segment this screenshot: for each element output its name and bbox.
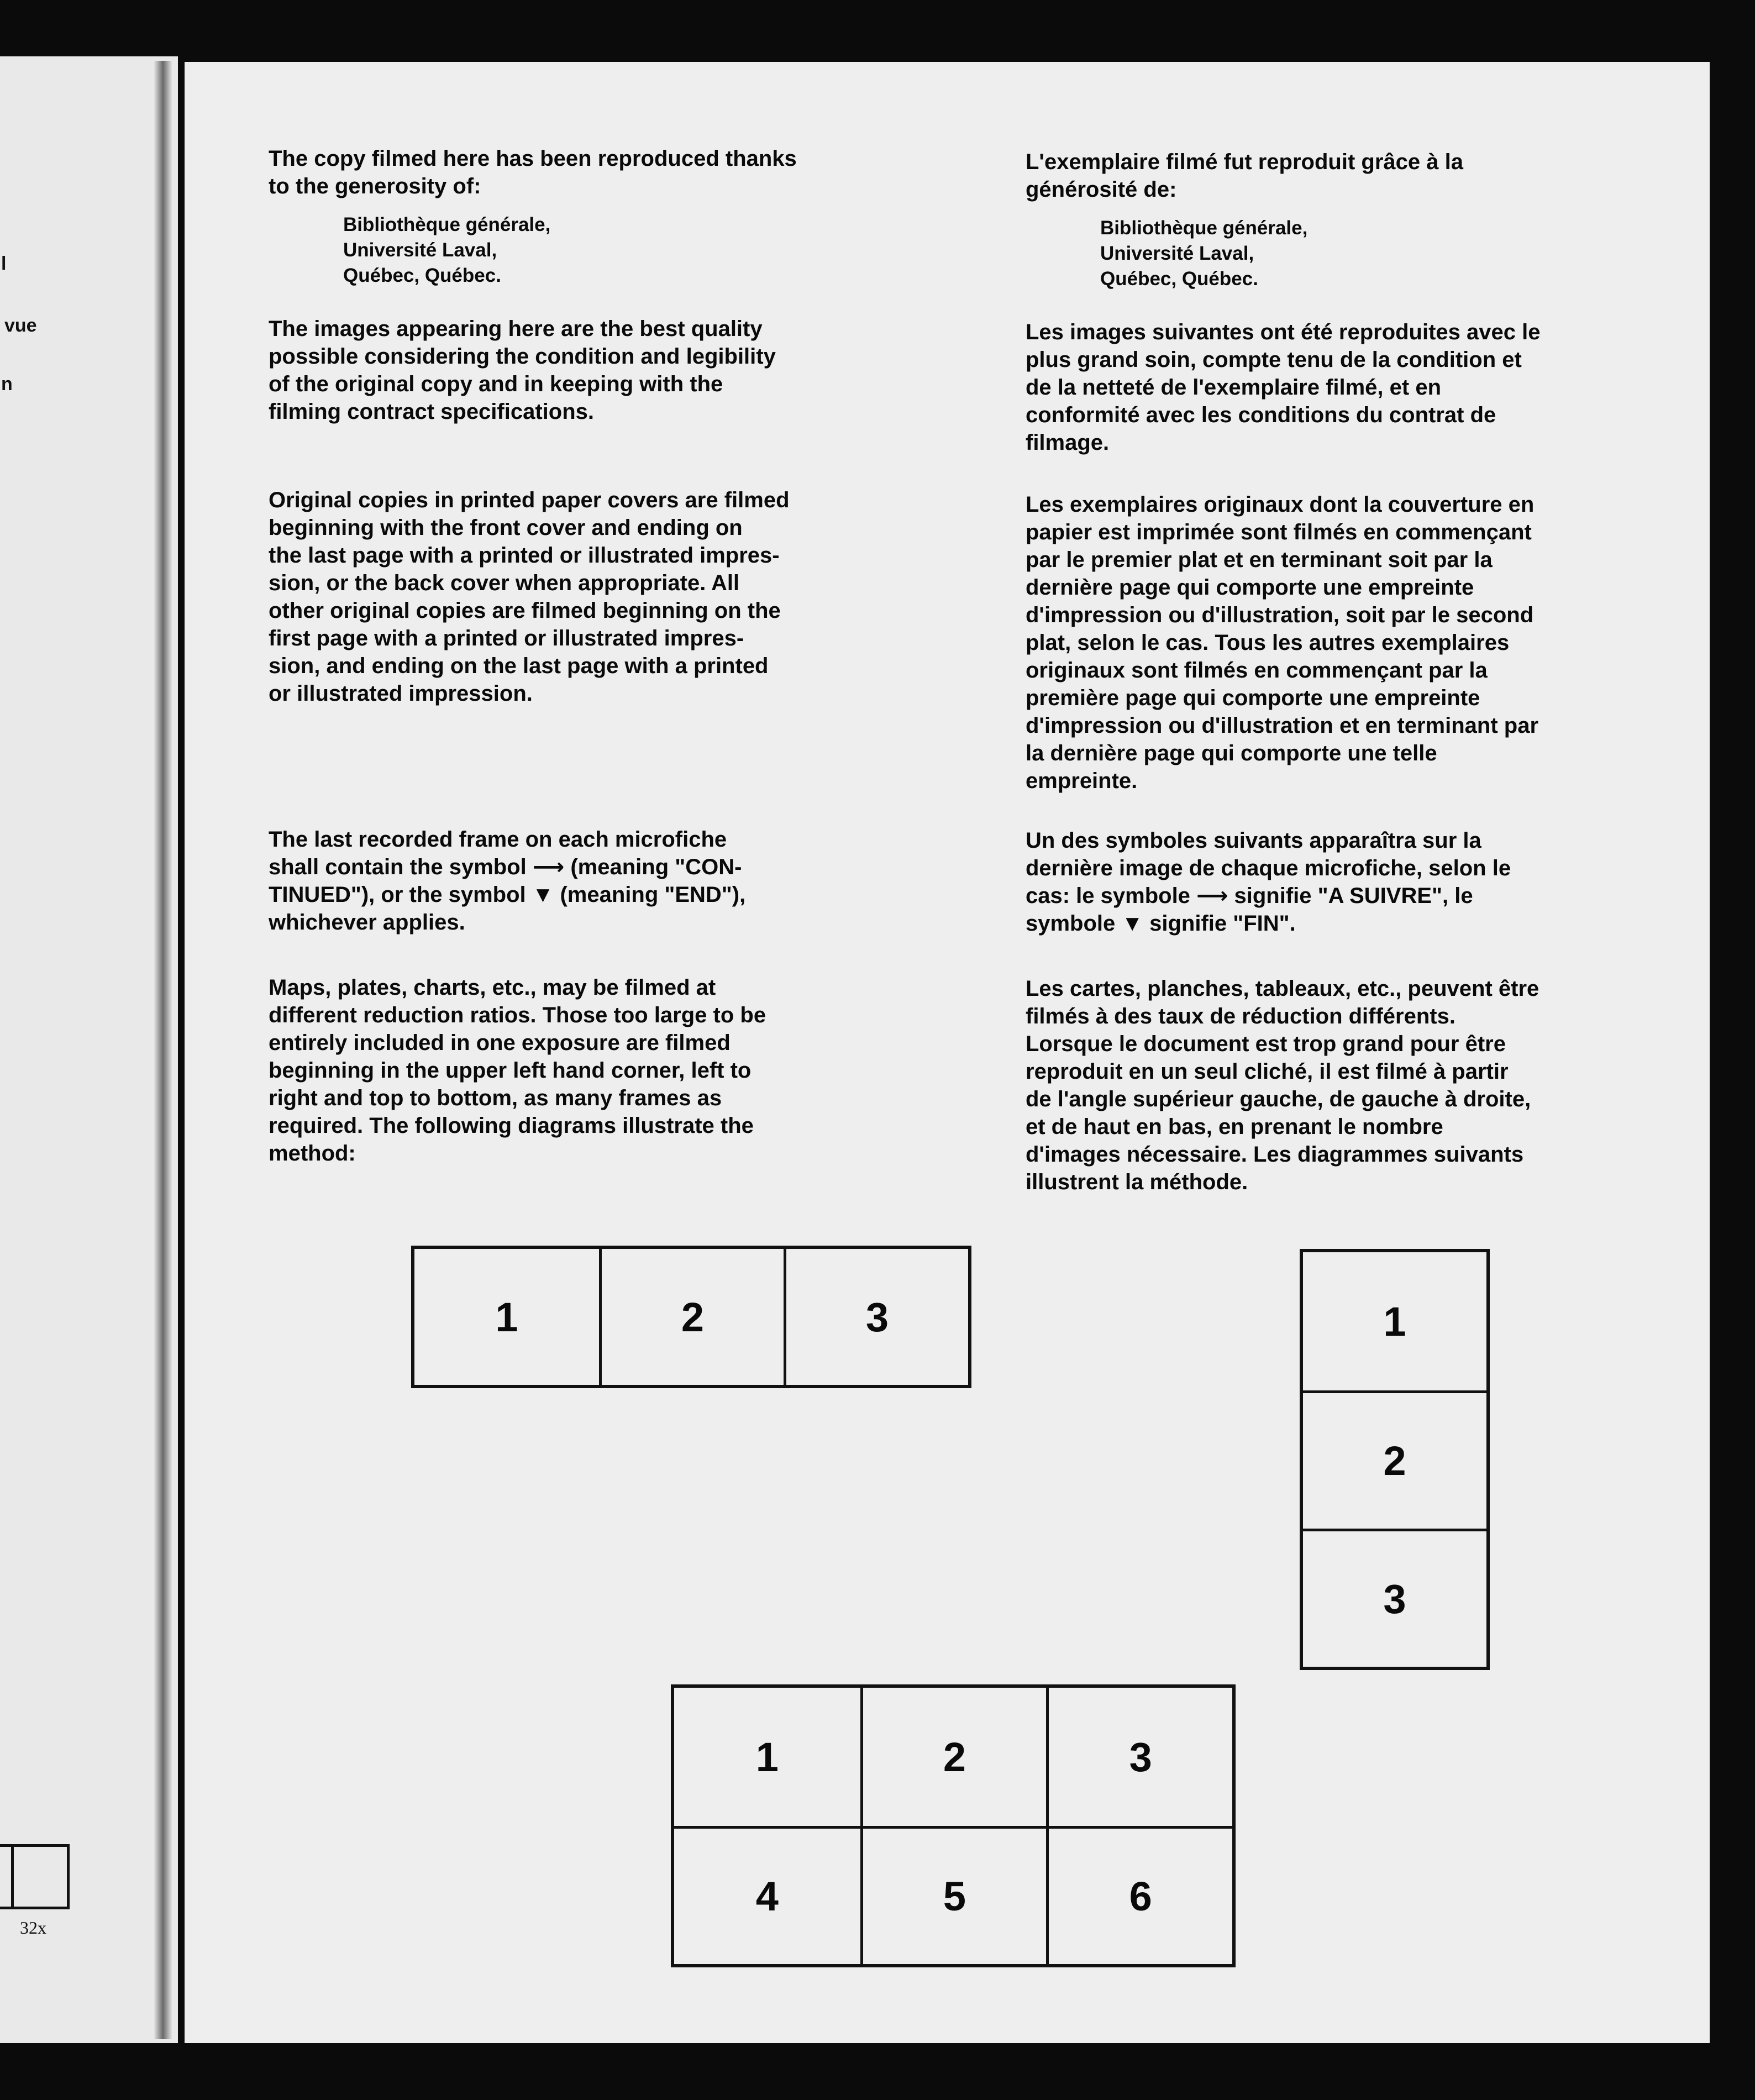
left-fragment-line-a: l [1, 253, 7, 274]
french-quality-paragraph: Les images suivantes ont été reproduites avec le plus grand soin, compte tenu de la condition et de la netteté de l'exemplaire filmé, et en conformité avec les conditions du contrat de filmage. [1026, 320, 1541, 455]
frame-cell: 5 [860, 1826, 1047, 1964]
english-covers-paragraph: Original copies in printed paper covers are filmed beginning with the front cover and ending on the last page with a printed or illustrated impres- sion, or the back cover when appropriate. All other original copies are filmed beginning on the first page with a printed or illustrated impres- sion, and ending on the last page with a printed or illustrated impression. [269, 488, 790, 706]
frame-cell: 3 [1046, 1688, 1232, 1826]
left-fragment-line-c: n [1, 374, 13, 395]
left-fragment-line-b: vue [4, 315, 37, 336]
french-symbols-paragraph: Un des symboles suivants apparaîtra sur la dernière image de chaque microfiche, selon le cas: le symbole ⟶ signifie "A SUIVRE", le symbole ▼ signifie "FIN". [1026, 828, 1511, 936]
frame-cell: 2 [860, 1688, 1047, 1826]
english-quality-paragraph: The images appearing here are the best quality possible considering the condition and legibility of the original copy and in keeping with the filming contract specifications. [269, 317, 776, 424]
frame-cell: 1 [755, 1734, 779, 1780]
left-page [0, 56, 178, 2043]
frame-cell: 2 [599, 1249, 784, 1385]
frame-cell: 4 [674, 1826, 860, 1964]
frame-cell: 2 [1303, 1390, 1486, 1529]
english-symbols-paragraph: The last recorded frame on each microfiche shall contain the symbol ⟶ (meaning "CON- TINUED"), or the symbol ▼ (meaning "END"), whichever applies. [269, 827, 746, 935]
left-fragment-diagram-box [0, 1844, 70, 1909]
page-gutter-shadow [154, 61, 172, 2039]
english-institution: Bibliothèque générale, Université Laval, Québec, Québec. [343, 214, 551, 286]
diagram-horizontal-frames [411, 1246, 971, 1388]
french-maps-paragraph: Les cartes, planches, tableaux, etc., peuvent être filmés à des taux de réduction différents. Lorsque le document est trop grand pour être reproduit en un seul cliché, il est filmé à partir de l'angle supérieur gauche, de gauche à droite, et de haut en bas, en prenant le nombre d'images nécessaire. Les diagrammes suivants illustrent la méthode. [1026, 977, 1539, 1194]
frame-cell: 6 [1046, 1826, 1232, 1964]
frame-cell: 1 [495, 1294, 518, 1340]
english-maps-paragraph: Maps, plates, charts, etc., may be filmed at different reduction ratios. Those too large to be entirely included in one exposure are filmed beginning in the upper left hand corner, left to right and top to bottom, as many frames as required. The following diagrams illustrate the method: [269, 975, 766, 1166]
french-covers-paragraph: Les exemplaires originaux dont la couverture en papier est imprimée sont filmés en commençant par le premier plat et en terminant soit par la dernière page qui comporte une empreinte d'impression ou d'illustration, soit par le second plat, selon le cas. Tous les autres exemplaires originaux sont filmés en commençant par la première page qui comporte une empreinte d'impression ou d'illustration et en terminant par la dernière page qui comporte une telle empreinte. [1026, 492, 1539, 793]
frame-cell: 3 [784, 1249, 968, 1385]
french-institution: Bibliothèque générale, Université Laval, Québec, Québec. [1100, 217, 1308, 290]
frame-cell: 1 [1383, 1298, 1406, 1345]
diagram-vertical-frames [1300, 1249, 1490, 1670]
diagram-grid-frames [671, 1684, 1236, 1967]
french-thanks-intro: L'exemplaire filmé fut reproduit grâce à la générosité de: [1026, 150, 1463, 202]
left-fragment-frame-number: 32x [20, 1918, 46, 1938]
english-thanks-intro: The copy filmed here has been reproduced thanks to the generosity of: [269, 146, 797, 198]
frame-cell: 3 [1303, 1529, 1486, 1667]
